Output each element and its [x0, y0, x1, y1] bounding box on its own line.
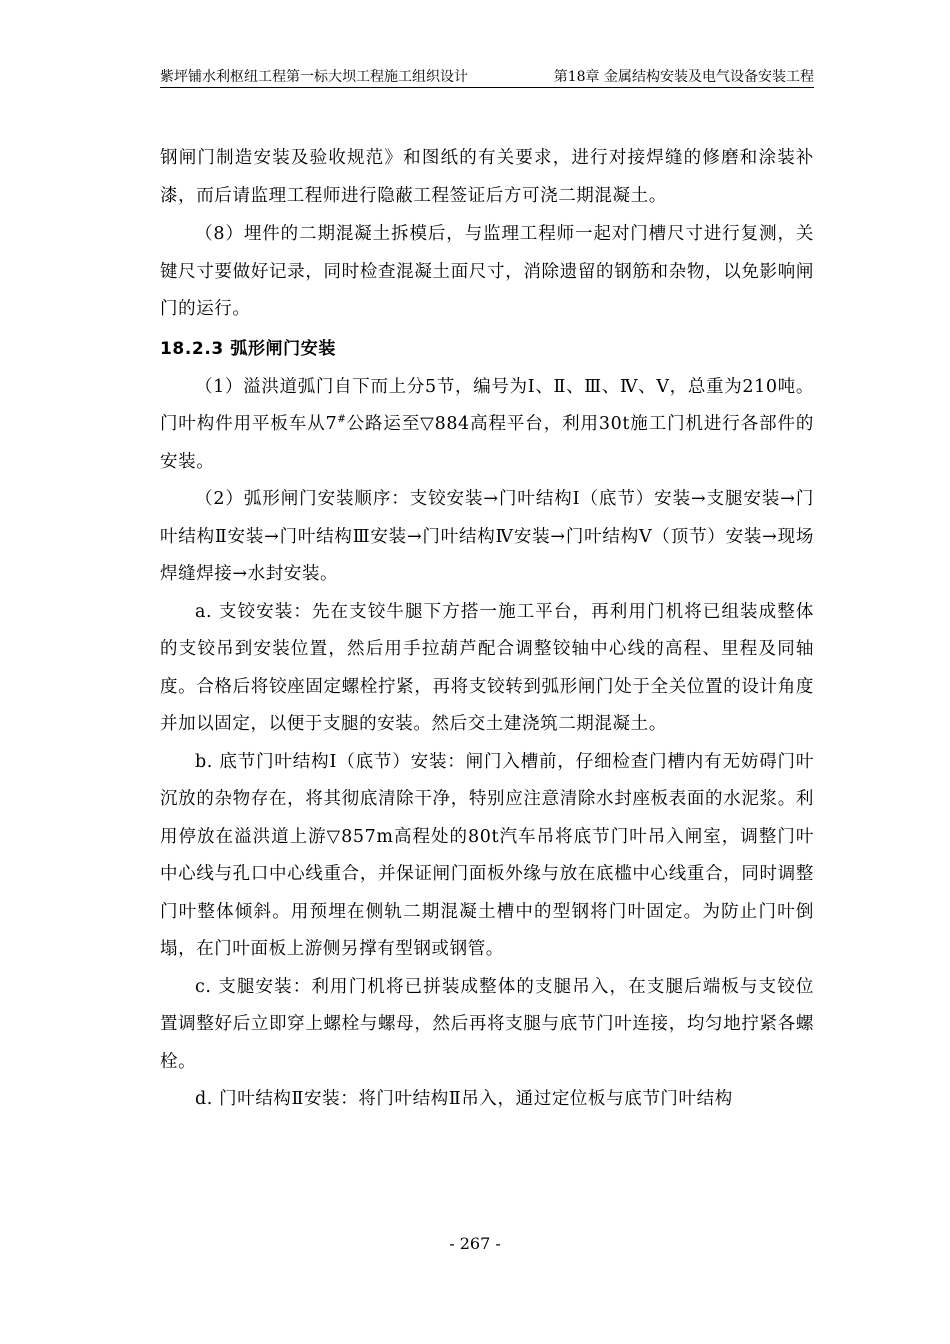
page-number: - 267 -: [449, 1234, 501, 1253]
paragraph-step-a: a. 支铰安装：先在支铰牛腿下方搭一施工平台，再利用门机将已组装成整体的支铰吊到安装位置，然后用手拉葫芦配合调整铰轴中心线的高程、里程及同轴度。合格后将铰座固定螺栓拧紧，再将支铰转到弧形闸门处于全关位置的设计角度并加以固定，以便于支腿的安装。然后交土建浇筑二期混凝土。: [160, 601, 814, 734]
paragraph-item-2: （2）弧形闸门安装顺序：支铰安装→门叶结构Ⅰ（底节）安装→支腿安装→门叶结构Ⅱ安装→门叶结构Ⅲ安装→门叶结构Ⅳ安装→门叶结构Ⅴ（顶节）安装→现场焊缝焊接→水封安装。: [160, 489, 814, 584]
paragraph-item-1-part-b: 公路运至▽884高程平台，利用30t施工门机进行各部件的安装。: [160, 414, 814, 472]
header-left-title: 紫坪铺水利枢纽工程第一标大坝工程施工组织设计: [160, 69, 468, 85]
running-header: [160, 66, 814, 86]
header-right-chapter: 第18章 金属结构安装及电气设备安装工程: [553, 69, 814, 85]
superscript-mark: #: [337, 414, 347, 425]
paragraph-continuation: 钢闸门制造安装及验收规范》和图纸的有关要求，进行对接焊缝的修磨和涂装补漆，而后请监理工程师进行隐蔽工程签证后方可浇二期混凝土。: [160, 148, 814, 206]
section-heading: 18.2.3 弧形闸门安装: [160, 338, 336, 359]
paragraph-step-c: c. 支腿安装：利用门机将已拼装成整体的支腿吊入，在支腿后端板与支铰位置调整好后立即穿上螺栓与螺母，然后再将支腿与底节门叶连接，均匀地拧紧各螺栓。: [160, 976, 814, 1072]
paragraph-item-1-part-a: （1）溢洪道弧门自下而上分5节，编号为Ⅰ、Ⅱ、Ⅲ、Ⅳ、Ⅴ，总重为210吨。门叶构件用平板车从7: [160, 376, 814, 434]
paragraph-step-b: b. 底节门叶结构Ⅰ（底节）安装：闸门入槽前，仔细检查门槽内有无妨碍门叶沉放的杂物存在，将其彻底清除干净，特别应注意清除水封座板表面的水泥浆。利用停放在溢洪道上游▽857m高程处的80t汽车吊将底节门叶吊入闸室，调整门叶中心线与孔口中心线重合，并保证闸门面板外缘与放在底槛中心线重合，同时调整门叶整体倾斜。用预埋在侧轨二期混凝土槽中的型钢将门叶固定。为防止门叶倒塌，在门叶面板上游侧另撑有型钢或钢管。: [160, 751, 814, 959]
paragraph-item-1: [160, 369, 814, 482]
page-body: [160, 140, 814, 1119]
header-rule: [160, 87, 814, 88]
paragraph-item-8: （8）埋件的二期混凝土拆模后，与监理工程师一起对门槽尺寸进行复测，关键尺寸要做好记录，同时检查混凝土面尺寸，消除遗留的钢筋和杂物，以免影响闸门的运行。: [160, 224, 814, 319]
paragraph-step-d: d. 门叶结构Ⅱ安装：将门叶结构Ⅱ吊入，通过定位板与底节门叶结构: [195, 1089, 733, 1109]
